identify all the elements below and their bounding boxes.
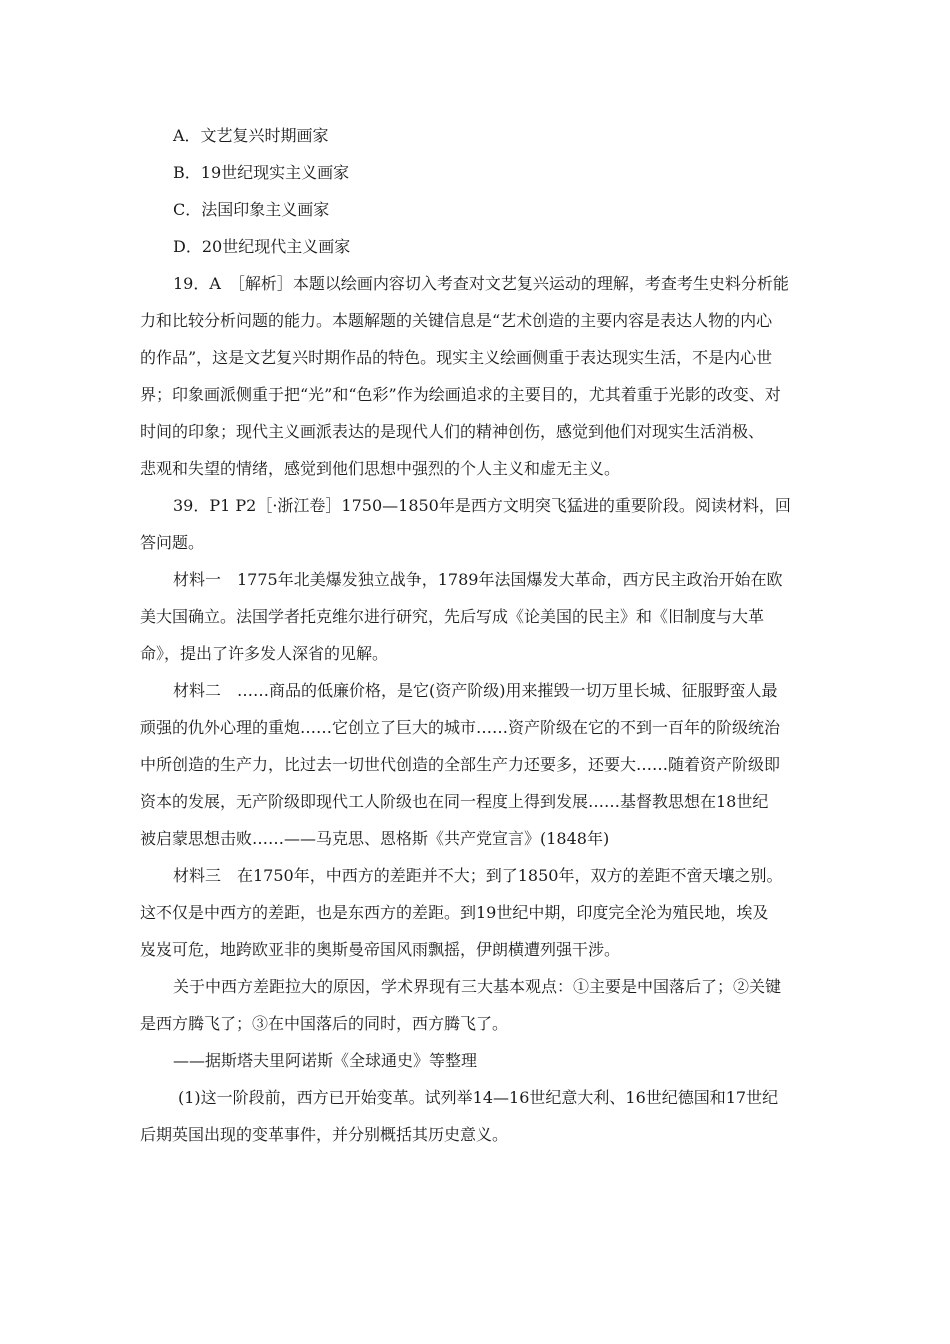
material-3-line-2: 这不仅是中西方的差距，也是东西方的差距。到19世纪中期，印度完全沦为殖民地，埃及	[140, 903, 769, 922]
viewpoints-line-2: 是西方腾飞了；③在中国落后的同时，西方腾飞了。	[140, 1014, 509, 1033]
material-1-line-3: 命》，提出了许多发人深省的见解。	[140, 644, 389, 663]
material-3-line-3: 岌岌可危，地跨欧亚非的奥斯曼帝国风雨飘摇，伊朗横遭列强干涉。	[140, 940, 621, 959]
answer-19-line-6: 悲观和失望的情绪，感觉到他们思想中强烈的个人主义和虚无主义。	[140, 459, 621, 478]
material-2-line-5: 被启蒙思想击败……——马克思、恩格斯《共产党宣言》(1848年)	[140, 829, 610, 848]
source-citation: ——据斯塔夫里阿诺斯《全球通史》等整理	[173, 1051, 478, 1070]
material-2-line-4: 资本的发展，无产阶级即现代工人阶级也在同一程度上得到发展……基督教思想在18世纪	[140, 792, 769, 811]
answer-19-line-5: 时间的印象；现代主义画派表达的是现代人们的精神创伤，感觉到他们对现实生活消极、	[140, 422, 765, 441]
subquestion-1-line-1: (1)这一阶段前，西方已开始变革。试列举14—16世纪意大利、16世纪德国和17世纪	[178, 1088, 779, 1107]
material-3-line-1: 材料三 在1750年，中西方的差距并不大；到了1850年，双方的差距不啻天壤之别。	[173, 866, 783, 885]
question-39-line-2: 答问题。	[140, 533, 205, 552]
answer-19-line-1: 19．A ［解析］本题以绘画内容切入考查对文艺复兴运动的理解，考查考生史料分析能	[173, 274, 789, 293]
subquestion-1-line-2: 后期英国出现的变革事件，并分别概括其历史意义。	[140, 1125, 509, 1144]
option-b: B．19世纪现实主义画家	[173, 163, 350, 182]
answer-19-line-3: 的作品”，这是文艺复兴时期作品的特色。现实主义绘画侧重于表达现实生活，不是内心世	[140, 348, 773, 367]
material-2-line-1: 材料二 ……商品的低廉价格，是它(资产阶级)用来摧毁一切万里长城、征服野蛮人最	[173, 681, 778, 700]
material-1-line-1: 材料一 1775年北美爆发独立战争，1789年法国爆发大革命，西方民主政治开始在欧	[173, 570, 783, 589]
material-1-line-2: 美大国确立。法国学者托克维尔进行研究，先后写成《论美国的民主》和《旧制度与大革	[140, 607, 765, 626]
option-c: C．法国印象主义画家	[173, 200, 330, 219]
answer-19-line-2: 力和比较分析问题的能力。本题解题的关键信息是“艺术创造的主要内容是表达人物的内心	[140, 311, 773, 330]
question-39-line-1: 39．P1 P2［·浙江卷］1750—1850年是西方文明突飞猛进的重要阶段。阅读材料，回	[173, 496, 791, 515]
material-2-line-2: 顽强的仇外心理的重炮……它创立了巨大的城市……资产阶级在它的不到一百年的阶级统治	[140, 718, 781, 737]
material-2-line-3: 中所创造的生产力，比过去一切世代创造的全部生产力还要多，还要大……随着资产阶级即	[140, 755, 781, 774]
viewpoints-line-1: 关于中西方差距拉大的原因，学术界现有三大基本观点：①主要是中国落后了；②关键	[173, 977, 782, 996]
option-a: A．文艺复兴时期画家	[173, 126, 329, 145]
option-d: D．20世纪现代主义画家	[173, 237, 351, 256]
answer-19-line-4: 界；印象画派侧重于把“光”和“色彩”作为绘画追求的主要目的，尤其着重于光影的改变、对	[140, 385, 781, 404]
